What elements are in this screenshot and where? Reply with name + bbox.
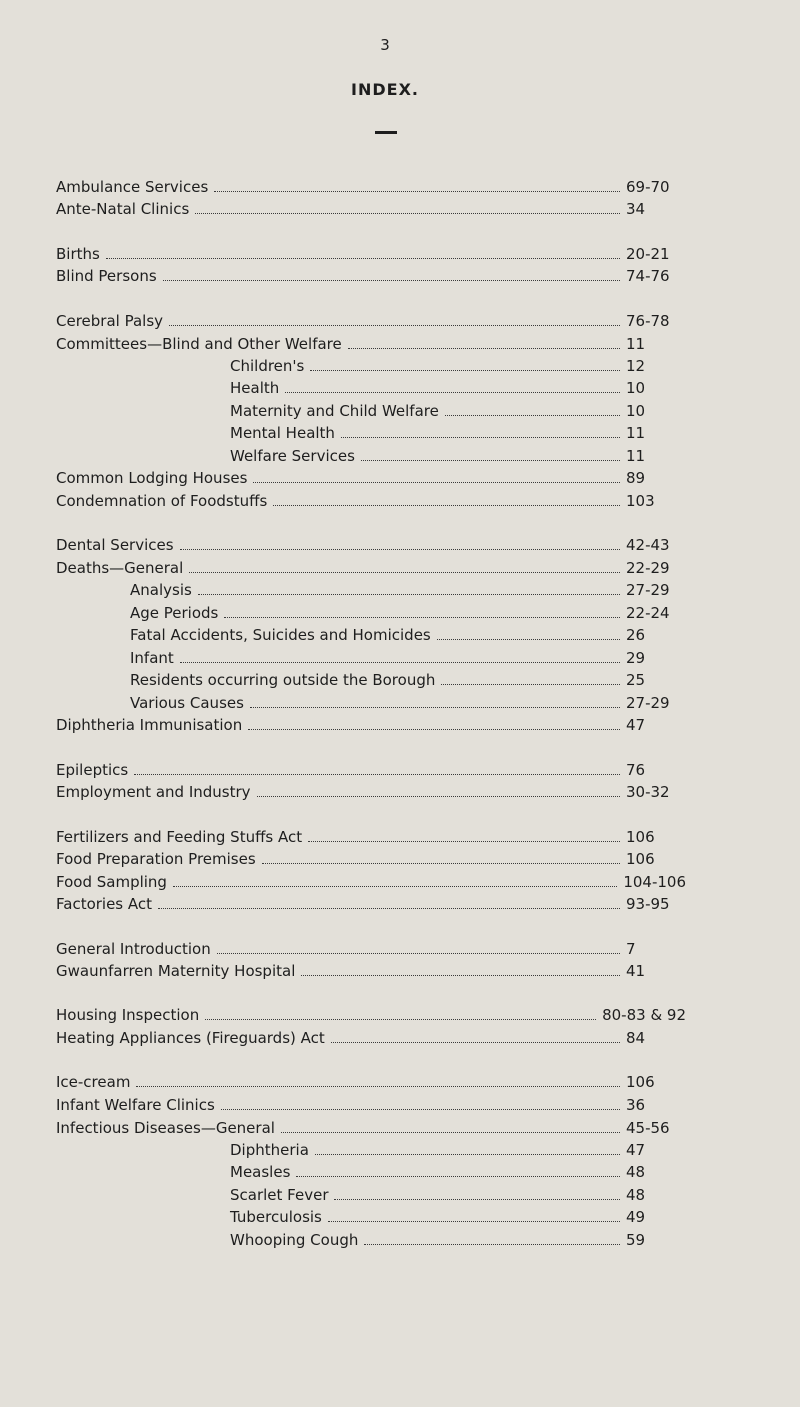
index-entry-pages: 34 (626, 200, 646, 218)
dot-leader (331, 1029, 620, 1043)
index-entry-pages: 12 (626, 357, 646, 375)
dot-leader (273, 492, 620, 506)
index-entry (230, 1184, 686, 1206)
dot-leader (310, 357, 620, 371)
dot-leader (198, 581, 620, 595)
index-entry-label: Diphtheria (230, 1141, 309, 1159)
dot-leader (224, 604, 620, 618)
dot-leader (437, 626, 620, 640)
index-entry-pages: 45-56 (626, 1119, 670, 1137)
index-entry-pages: 76-78 (626, 312, 670, 330)
dot-leader (189, 559, 620, 573)
page-number: 3 (380, 36, 390, 54)
index-entry (56, 781, 686, 803)
index-entry-label: Welfare Services (230, 447, 355, 465)
index-entry-label: Ambulance Services (56, 178, 209, 196)
index-entry-pages: 26 (626, 626, 646, 644)
index-entry-label: Infant Welfare Clinics (56, 1096, 215, 1114)
index-entry-label: Committees—Blind and Other Welfare (56, 335, 342, 353)
index-entry-pages: 22-24 (626, 604, 670, 622)
index-entry (56, 759, 686, 781)
dot-leader (180, 649, 620, 663)
index-entry-pages: 30-32 (626, 783, 670, 801)
index-entry-pages: 104-106 (623, 873, 686, 891)
index-entry-label: Common Lodging Houses (56, 469, 248, 487)
index-entry-label: Births (56, 245, 100, 263)
index-entry (130, 624, 686, 646)
index-entry-label: Various Causes (130, 694, 244, 712)
dot-leader (441, 671, 620, 685)
dot-leader (308, 828, 620, 842)
index-entry (56, 534, 686, 556)
index-entry (56, 243, 686, 265)
index-entry (230, 355, 686, 377)
index-entry-label: Fertilizers and Feeding Stuffs Act (56, 828, 303, 846)
index-entry-pages: 27-29 (626, 581, 670, 599)
index-entry-pages: 106 (626, 828, 655, 846)
index-entry-label: Ante-Natal Clinics (56, 200, 190, 218)
index-entry-pages: 25 (626, 671, 646, 689)
index-entry-label: Tuberculosis (230, 1208, 322, 1226)
index-entry-pages: 89 (626, 469, 646, 487)
index-entry (56, 310, 686, 332)
index-entry (56, 848, 686, 870)
dot-leader (361, 447, 620, 461)
index-entry-label: Fatal Accidents, Suicides and Homicides (130, 626, 431, 644)
index-entry-label: Scarlet Fever (230, 1186, 329, 1204)
dot-leader (315, 1141, 620, 1155)
dot-leader (364, 1231, 620, 1245)
index-entry-pages: 42-43 (626, 536, 670, 554)
index-entry (56, 333, 686, 355)
index-entry-pages: 48 (626, 1163, 646, 1181)
dot-leader (341, 424, 620, 438)
index-entry (56, 960, 686, 982)
index-entry (130, 669, 686, 691)
index-entry-pages: 10 (626, 402, 646, 420)
index-entry-pages: 93-95 (626, 895, 670, 913)
index-entry (56, 1027, 686, 1049)
index-entry-label: Infant (130, 649, 174, 667)
index-entry-pages: 29 (626, 649, 646, 667)
index-entry-pages: 22-29 (626, 559, 670, 577)
index-entry (56, 467, 686, 489)
index-entry-label: Measles (230, 1163, 291, 1181)
index-entry (230, 445, 686, 467)
index-entry (56, 893, 686, 915)
dot-leader (281, 1119, 620, 1133)
index-entry (56, 265, 686, 287)
index-entry-label: Employment and Industry (56, 783, 251, 801)
index-entry (56, 557, 686, 579)
index-entry (56, 871, 686, 893)
dot-leader (301, 962, 620, 976)
index-entry-pages: 84 (626, 1029, 646, 1047)
index-entry-pages: 41 (626, 962, 646, 980)
index-entry-label: General Introduction (56, 940, 211, 958)
dot-leader (180, 536, 620, 550)
dot-leader (248, 716, 620, 730)
index-entry-label: Food Sampling (56, 873, 167, 891)
index-entry (130, 579, 686, 601)
index-entry-label: Ice-cream (56, 1073, 131, 1091)
index-entry-pages: 48 (626, 1186, 646, 1204)
index-entry-label: Children's (230, 357, 305, 375)
dot-leader (285, 379, 620, 393)
index-entry-label: Factories Act (56, 895, 153, 913)
index-entry-label: Gwaunfarren Maternity Hospital (56, 962, 296, 980)
dot-leader (158, 895, 620, 909)
index-entry (230, 1161, 686, 1183)
dot-leader (348, 335, 620, 349)
index-entry-pages: 11 (626, 335, 646, 353)
index-entry (230, 1206, 686, 1228)
index-entry-label: Infectious Diseases—General (56, 1119, 275, 1137)
index-entry-label: Cerebral Palsy (56, 312, 164, 330)
index-entry-label: Heating Appliances (Fireguards) Act (56, 1029, 325, 1047)
index-entry-label: Condemnation of Foodstuffs (56, 492, 268, 510)
dot-leader (163, 267, 620, 281)
index-entry-label: Dental Services (56, 536, 174, 554)
index-entry (56, 1004, 686, 1026)
dot-leader (106, 245, 620, 259)
index-entry-pages: 11 (626, 447, 646, 465)
index-entry-pages: 27-29 (626, 694, 670, 712)
index-entry (230, 1229, 686, 1251)
dot-leader (328, 1208, 620, 1222)
dot-leader (257, 783, 620, 797)
index-entry (56, 176, 686, 198)
index-entry (56, 714, 686, 736)
dot-leader (136, 1073, 620, 1087)
index-entry-pages: 59 (626, 1231, 646, 1249)
dot-leader (334, 1186, 620, 1200)
dot-leader (173, 873, 617, 887)
index-entry-label: Mental Health (230, 424, 335, 442)
dot-leader (195, 200, 620, 214)
index-entry-pages: 10 (626, 379, 646, 397)
index-entry-label: Blind Persons (56, 267, 157, 285)
index-entry-pages: 74-76 (626, 267, 670, 285)
index-entry-pages: 11 (626, 424, 646, 442)
index-entry (56, 1071, 686, 1093)
index-entry-pages: 69-70 (626, 178, 670, 196)
index-entry-label: Epileptics (56, 761, 129, 779)
index-entry (56, 826, 686, 848)
index-entry (56, 198, 686, 220)
index-entry (130, 602, 686, 624)
index-entry-label: Residents occurring outside the Borough (130, 671, 436, 689)
index-entry-pages: 47 (626, 716, 646, 734)
index-entry (130, 647, 686, 669)
index-entry-pages: 106 (626, 850, 655, 868)
index-entry-pages: 7 (626, 940, 636, 958)
index-entry-pages: 36 (626, 1096, 646, 1114)
index-entry (230, 422, 686, 444)
index-entry (130, 692, 686, 714)
index-entry (56, 490, 686, 512)
dot-leader (169, 312, 620, 326)
index-entry-pages: 47 (626, 1141, 646, 1159)
index-entry-label: Diphtheria Immunisation (56, 716, 243, 734)
index-entry-label: Whooping Cough (230, 1231, 359, 1249)
page-title: INDEX. (351, 80, 419, 99)
index-entry-label: Housing Inspection (56, 1006, 200, 1024)
dot-leader (134, 761, 620, 775)
dot-leader (445, 402, 620, 416)
dot-leader (205, 1006, 596, 1020)
index-entry-pages: 103 (626, 492, 655, 510)
index-entry-pages: 80-83 & 92 (602, 1006, 686, 1024)
index-entry-label: Age Periods (130, 604, 219, 622)
index-entry (56, 1117, 686, 1139)
dot-leader (262, 850, 620, 864)
dot-leader (217, 940, 620, 954)
dot-leader (250, 694, 620, 708)
index-entry (230, 377, 686, 399)
index-entry (230, 400, 686, 422)
index-entry-pages: 106 (626, 1073, 655, 1091)
dot-leader (296, 1163, 620, 1177)
index-entry-label: Analysis (130, 581, 192, 599)
index-entry-label: Maternity and Child Welfare (230, 402, 439, 420)
index-entry-label: Deaths—General (56, 559, 184, 577)
index-entry-label: Food Preparation Premises (56, 850, 256, 868)
index-entry-pages: 20-21 (626, 245, 670, 263)
index-entry-label: Health (230, 379, 280, 397)
dot-leader (214, 178, 620, 192)
index-entry-pages: 76 (626, 761, 646, 779)
dot-leader (221, 1096, 620, 1110)
index-entry-pages: 49 (626, 1208, 646, 1226)
dot-leader (253, 469, 620, 483)
index-entry (230, 1139, 686, 1161)
index-entry (56, 938, 686, 960)
index-entry (56, 1094, 686, 1116)
